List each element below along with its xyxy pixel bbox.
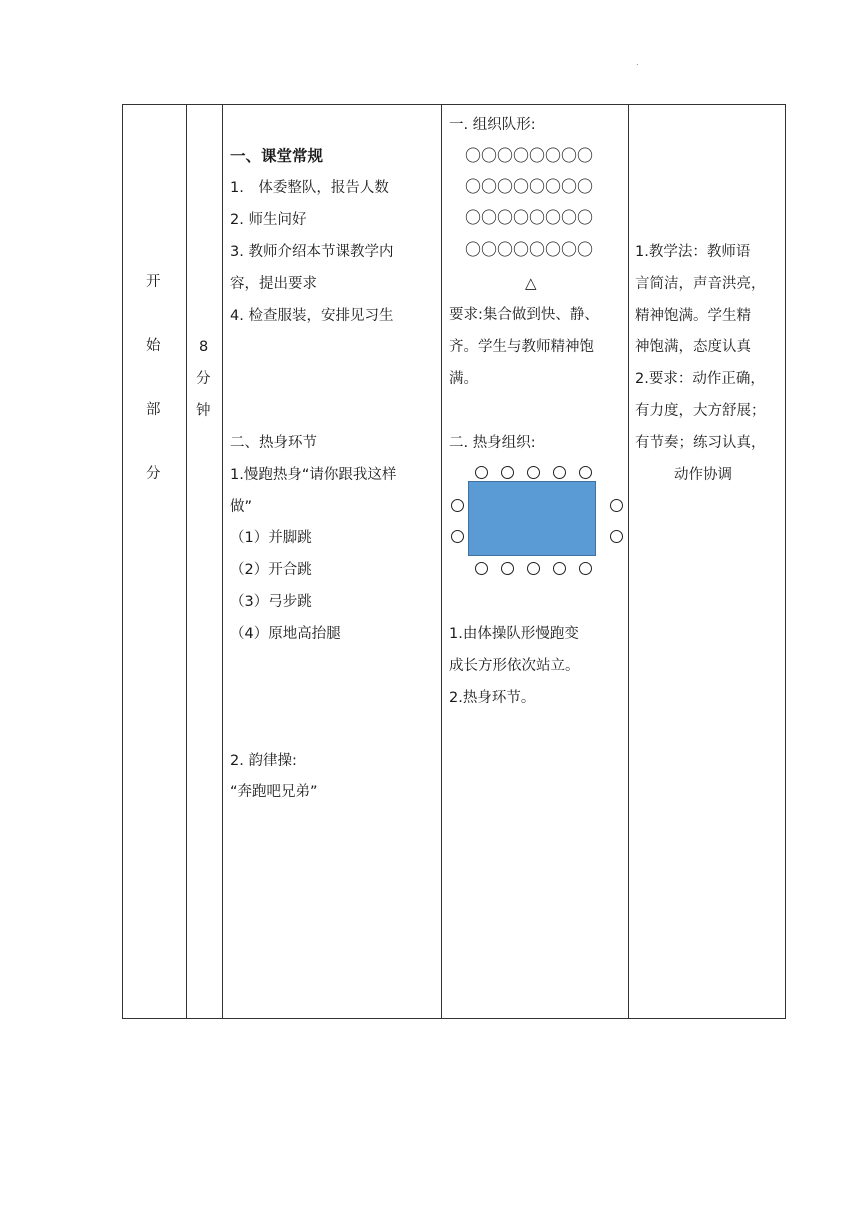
student-circle-icon	[501, 562, 514, 575]
time-value: 8	[199, 339, 209, 355]
column-divider	[186, 105, 187, 1018]
warmup-org-title: 二. 热身组织:	[449, 435, 536, 451]
column-divider	[222, 105, 223, 1018]
routine-item: 容，提出要求	[230, 276, 317, 292]
method-text: 有节奏；练习认真，	[635, 435, 766, 451]
warmup-text: 做”	[230, 499, 253, 515]
student-circle-icon	[475, 466, 488, 479]
routine-item: 2. 师生问好	[230, 212, 307, 228]
method-text: 言简洁，声音洪亮，	[635, 276, 766, 292]
student-circle-icon	[553, 466, 566, 479]
student-circle-icon	[553, 562, 566, 575]
step-text: 成长方形依次站立。	[449, 658, 580, 674]
method-text: 有力度，大方舒展；	[635, 403, 766, 419]
method-text: 精神饱满。学生精	[635, 308, 751, 324]
requirement-text: 齐。学生与教师精神饱	[449, 339, 594, 355]
time-unit-char: 钟	[196, 403, 211, 419]
rhythm-name: “奔跑吧兄弟”	[230, 784, 318, 800]
student-circle-icon	[451, 499, 464, 512]
formation-row: 〇〇〇〇〇〇〇〇	[465, 177, 594, 196]
column-divider	[628, 105, 629, 1018]
heading-warmup: 二、热身环节	[230, 435, 317, 451]
method-text: 1.教学法：教师语	[635, 244, 751, 260]
warmup-item: （2）开合跳	[230, 562, 312, 578]
teacher-triangle-icon: △	[525, 274, 537, 292]
student-circle-icon	[527, 562, 540, 575]
section-char: 开	[146, 274, 161, 290]
section-char: 分	[146, 466, 161, 482]
warmup-item: （4）原地高抬腿	[230, 626, 341, 642]
column-divider	[441, 105, 442, 1018]
routine-item: 3. 教师介绍本节课教学内	[230, 244, 394, 260]
method-text: 动作协调	[674, 467, 732, 483]
warmup-item: （3）弓步跳	[230, 594, 312, 610]
requirement-text: 满。	[449, 371, 478, 387]
student-circle-icon	[610, 530, 623, 543]
formation-row: 〇〇〇〇〇〇〇〇	[465, 240, 594, 259]
formation-title: 一. 组织队形:	[449, 117, 536, 133]
step-text: 2.热身环节。	[449, 690, 536, 706]
step-text: 1.由体操队形慢跑变	[449, 626, 579, 642]
warmup-item: （1）并脚跳	[230, 530, 312, 546]
student-circle-icon	[527, 466, 540, 479]
time-unit-char: 分	[196, 371, 211, 387]
requirement-text: 要求:集合做到快、静、	[449, 307, 599, 323]
student-circle-icon	[579, 466, 592, 479]
heading-routine: 一、课堂常规	[230, 147, 324, 165]
student-circle-icon	[475, 562, 488, 575]
student-circle-icon	[579, 562, 592, 575]
method-text: 神饱满，态度认真	[635, 339, 751, 355]
student-circle-icon	[451, 530, 464, 543]
section-char: 始	[146, 338, 161, 354]
field-rectangle	[468, 481, 596, 556]
rhythm-title: 2. 韵律操:	[230, 753, 297, 769]
warmup-text: 1.慢跑热身“请你跟我这样	[230, 467, 397, 483]
student-circle-icon	[610, 499, 623, 512]
corner-dot: .	[636, 58, 639, 67]
routine-item: 4. 检查服装，安排见习生	[230, 308, 394, 324]
formation-row: 〇〇〇〇〇〇〇〇	[465, 146, 594, 165]
formation-row: 〇〇〇〇〇〇〇〇	[465, 208, 594, 227]
method-text: 2.要求：动作正确，	[635, 371, 765, 387]
student-circle-icon	[501, 466, 514, 479]
routine-item: 1. 体委整队，报告人数	[230, 180, 389, 196]
section-char: 部	[146, 402, 161, 418]
